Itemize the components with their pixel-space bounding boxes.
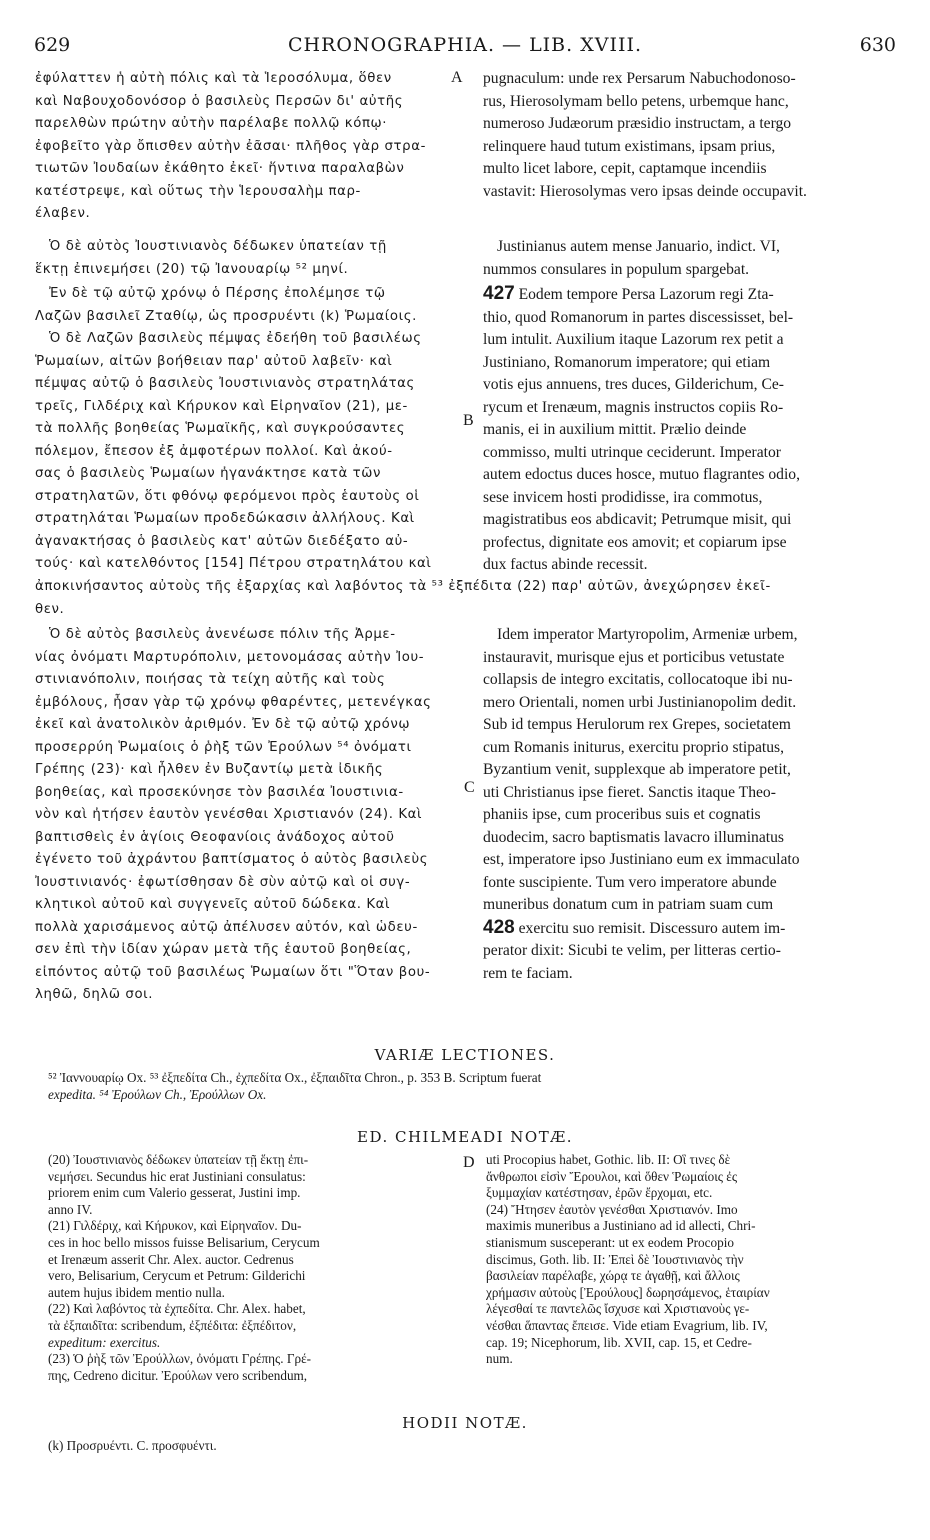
note-line: autem hujus ibidem mentio nulla. (48, 1284, 225, 1300)
text-line: Ἐν δὲ τῷ αὐτῷ χρόνῳ ὁ Πέρσης ἐπολέμησε τῷ (49, 286, 386, 301)
chilmead-notes-right (486, 1152, 906, 1368)
variant-line: ⁵² Ἰαννουαρίῳ Ox. ⁵³ ἐξπεδίτα Ch., ἐχπεδίτα Ox., ἐξπαιδῖτα Chron., p. 353 B. Scriptum fuerat (48, 1070, 542, 1085)
margin-marker-b: B (463, 412, 474, 429)
text-line: κλητικοὶ αὐτοῦ καὶ συγγενεῖς αὐτοῦ δώδεκα. Καὶ (35, 897, 391, 912)
text-line: Ἰουστινιανός· ἐφωτίσθησαν δὲ σὺν αὐτῷ καὶ οἱ συγ- (35, 874, 411, 890)
text-line: Idem imperator Martyropolim, Armeniæ urbem, (497, 626, 798, 643)
note-line: expeditum: exercitus. (48, 1334, 161, 1350)
text-line: έλαβεν. (35, 206, 91, 221)
text-line: κατέστρεψε, καὶ οὕτως τὴν Ἱερουσαλὴμ παρ- (35, 183, 361, 199)
text-line: σας ὁ βασιλεὺς Ῥωμαίων ἠγανάκτησε κατὰ τῶν (35, 466, 382, 481)
text-line: multo licet labore, cepit, captamque incendiis (483, 160, 767, 177)
text-line: πόλεμον, ἔπεσον ἐξ ἀμφοτέρων πολλοί. Καὶ ἀκού- (35, 443, 393, 459)
text-line (483, 917, 898, 941)
text-line: dux factus abinde recessit. (483, 556, 648, 573)
note-line: priorem enim cum Valerio gesserat, Justini imp. (48, 1185, 301, 1201)
greek-block-3 (35, 283, 467, 576)
page-number-left: 629 (34, 34, 71, 56)
text-line: mero Orientali, nomen urbi Justinianopolim dedit. (483, 693, 797, 711)
text-line: στρατηλάται Ῥωμαίων προδεδώκασιν ἀλλήλους. Καὶ (35, 511, 415, 526)
text-line: ἐκεῖ καὶ ἀνατολικὸν ἀριθμόν. Ἐν δὲ τῷ αὐτῷ χρόνῳ (35, 717, 411, 732)
note-line: πης, Cedreno dicitur. Ἐρούλων vero scribendum, (48, 1367, 308, 1383)
running-title: CHRONOGRAPHIA. — LIB. XVIII. (287, 34, 643, 56)
text-line: rycum et Irenæum, magnis instructos copiis Ro- (483, 398, 784, 416)
latin-block-3 (483, 283, 898, 577)
note-line: (k) Προσρυέντι. C. προσφυέντι. (48, 1438, 217, 1453)
text-line: numeroso Judæorum præsidio instructam, a tergo (483, 115, 792, 132)
text-line: phaniis ipse, cum proceribus suis et cognatis (483, 806, 761, 823)
note-line: (24) Ἤτησεν ἑαυτὸν γενέσθαι Χριστιανόν. Imo (486, 1201, 738, 1217)
note-line: ἄνθρωποι εἰσὶν Ἔρουλοι, καὶ ὅθεν Ῥωμαίοις ἐς (486, 1168, 738, 1184)
note-line: et Irenæum asserit Chr. Alex. auctor. Cedrenus (48, 1251, 294, 1267)
text-line: rem te faciam. (483, 964, 573, 982)
text-line: πέμψας αὐτῷ ὁ βασιλεὺς Ἰουστινιανὸς στρατηλάτας (35, 376, 415, 391)
text-line: collapsis de integro excitatis, collocatoque ibi nu- (483, 671, 793, 688)
text-line: est, imperatore ipso Justiniano eum ex immaculato (483, 851, 800, 868)
text-line: ἀγανακτήσας ὁ βασιλεὺς κατ' αὐτῶν διεδέξατο αὐ- (35, 533, 409, 549)
text-line: ἐμβόλους, ἦσαν γὰρ τῷ χρόνῳ φθαρέντες, μετενέγκας (35, 694, 432, 710)
text-line: καὶ Ναβουχοδονόσορ ὁ βασιλεὺς Περσῶν δι' αὐτῆς (35, 93, 404, 109)
page-number-right: 630 (859, 34, 896, 56)
text-line: cum Romanis initurus, exercitu proprio stipatus, (483, 738, 785, 756)
text-line: νὸν καὶ ἠτήσεν ἑαυτὸν γενέσθαι Χριστιανόν (24). Καὶ (35, 807, 423, 822)
text-line: θεν. (35, 601, 65, 617)
section-number-427: 427 (483, 283, 515, 304)
text-line: manis, ei in auxilium mittit. Prælio deinde (483, 421, 747, 438)
note-line: (20) Ἰουστινιανὸς δέδωκεν ὑπατείαν τῇ ἕκτῃ ἐπι- (48, 1152, 309, 1167)
text-line: fonte suscipiente. Tum vero imperatore abunde (483, 873, 777, 891)
text-line: νίας ὀνόματι Μαρτυρόπολιν, μετονομάσας αὐτὴν Ἰου- (35, 649, 425, 665)
text-line: Byzantium venit, supplexque ab imperatore petit, (483, 761, 791, 778)
text-line: Ὁ δὲ αὐτὸς βασιλεὺς ἀνενέωσε πόλιν τῆς Ἀρμε- (49, 627, 396, 642)
text-line: lum intulit. Auxilium itaque Lazorum rex petit a (483, 331, 784, 348)
note-line: (22) Καὶ λαβόντος τὰ ἐχπεδίτα. Chr. Alex. habet, (48, 1301, 306, 1317)
note-line: λέγεσθαί τε παντελῶς ἴσχυσε καὶ Χριστιανοὺς γε- (486, 1301, 750, 1317)
variae-lectiones-heading: VARIÆ LECTIONES. (374, 1046, 556, 1064)
hodii-notes-heading: HODII NOTÆ. (402, 1414, 528, 1432)
margin-marker-a: A (451, 69, 463, 86)
text-line: Γρέπης (23)· καὶ ἦλθεν ἐν Βυζαντίῳ μετὰ ἰδικῆς (35, 762, 384, 777)
note-line: ces in hoc bello missos fuisse Belisarium, Cerycum (48, 1234, 320, 1250)
text-line: Ὁ δὲ αὐτὸς Ἰουστινιανὸς δέδωκεν ὑπατείαν τῇ (49, 239, 387, 254)
text-line: πολλὰ χαρισάμενος αὐτῷ ἀπέλυσεν αὐτόν, καὶ ὡδευ- (35, 919, 418, 935)
greek-spanning-line (35, 576, 899, 621)
note-line: χρήμασιν αὐτοὺς [Ἐρούλους] δωρησάμενος, ἑταιρίαν (486, 1284, 770, 1300)
text-line: magistratibus eos abdicavit; Petrumque misit, qui (483, 511, 792, 528)
text-line: στινιανόπολιν, ποιήσας τὰ τείχη αὐτῆς καὶ τοὺς (35, 672, 386, 687)
text-line: Ὁ δὲ Λαζῶν βασιλεὺς πέμψας ἐδεήθη τοῦ βασιλέως (49, 331, 422, 346)
text-line: τρεῖς, Γιλδέριχ καὶ Κήρυκον καὶ Εἰρηναῖον (21), με- (35, 398, 408, 414)
chilmead-notes-left (48, 1152, 458, 1384)
greek-block-2 (35, 236, 467, 281)
text-line: Justinianus autem mense Januario, indict. VI, (497, 238, 780, 255)
text-line: nummos consulares in populum spargebat. (483, 260, 750, 278)
latin-block-1 (483, 68, 898, 203)
text-line: σεν ἐπὶ τὴν ἰδίαν χώραν μετὰ τῆς ἑαυτοῦ βοηθείας, (35, 942, 412, 957)
note-line: uti Procopius habet, Gothic. lib. II: Οἳ τινες δὲ (486, 1152, 731, 1167)
note-line: νέσθαι ἅπαντας ἔπεισε. Vide etiam Evagrium, lib. IV, (486, 1317, 768, 1333)
text-line: sese invicem hosti prodidisse, ira commotus, (483, 488, 763, 506)
text-line: votis ejus annuens, tres duces, Gilderichum, Ce- (483, 376, 784, 393)
margin-marker-d: D (463, 1154, 475, 1171)
text-line: Λαζῶν βασιλεῖ Ζταθίῳ, ὡς προσρυέντι (k) Ῥωμαίοις. (35, 308, 417, 324)
text-line: autem edoctus duces hosce, mutuo flagrantes odio, (483, 466, 800, 483)
text-line (483, 283, 898, 307)
text-line: προσερρύη Ῥωμαίοις ὁ ῥὴξ τῶν Ἐρούλων ⁵⁴ ὀνόματι (35, 739, 412, 755)
note-line: cap. 19; Nicephorum, lib. XVII, cap. 15, et Cedre- (486, 1334, 752, 1350)
section-number-428: 428 (483, 916, 515, 938)
text-line: τούς· καὶ κατελθόντος [154] Πέτρου στρατηλάτου καὶ (35, 556, 432, 571)
margin-marker-c: C (464, 779, 475, 796)
text-line: duodecim, sacro baptismatis lavacro illuminatus (483, 828, 784, 846)
text-line: vastavit: Hierosolymas vero ipsas deinde occupavit. (483, 182, 807, 200)
variant-line: expedita. ⁵⁴ Ἐρούλων Ch., Ἐρούλλων Ox. (48, 1086, 267, 1102)
text-line: perator dixit: Sicubi te velim, per litteras certio- (483, 942, 781, 959)
text-line: Justiniano, Romanorum imperatore; qui etiam (483, 353, 771, 371)
note-line: stianismum susceperant: ut ex eodem Procopio (486, 1234, 734, 1250)
text-line: εἰπόντος αὐτῷ τοῦ βασιλέως Ῥωμαίων ὅτι "Ὅταν βου- (35, 964, 431, 980)
text-line: βαπτισθεὶς ἐν ἁγίοις Θεοφανίοις ἀνάδοχος αὐτοῦ (35, 829, 395, 845)
note-line: βασιλείαν παρέλαβε, χώρᾳ τε ἀγαθῇ, καὶ ἄλλοις (486, 1268, 740, 1284)
text-line: Ῥωμαίων, αἰτῶν βοήθειαν παρ' αὐτοῦ λαβεῖν· καὶ (35, 353, 393, 369)
variae-lectiones (48, 1070, 908, 1103)
note-line: anno IV. (48, 1201, 93, 1217)
greek-block-4 (35, 624, 467, 1007)
note-line: num. (486, 1351, 513, 1367)
text-line-content: Eodem tempore Persa Lazorum regi Zta- (518, 286, 774, 303)
text-line: παρελθὼν πρώτην αὐτὴν παρέλαβε πολλῷ κόπῳ· (35, 116, 388, 131)
hodii-notes (48, 1438, 908, 1455)
text-line: ἐφύλαττεν ἡ αὐτὴ πόλις καὶ τὰ Ἱεροσόλυμα, ὅθεν (35, 71, 392, 86)
text-line: ἀποκινήσαντος αὐτοὺς τῆς ἐξαρχίας καὶ λαβόντος τὰ ⁵³ ἐξπέδιτα (22) παρ' αὐτῶν, ἀνεχώρησεν ἐκεῖ- (35, 579, 771, 594)
latin-block-2 (483, 236, 898, 281)
text-line: τὰ πολλῆς βοηθείας Ῥωμαϊκῆς, καὶ συγκρούσαντες (35, 421, 406, 436)
greek-block-1 (35, 68, 467, 226)
text-line: pugnaculum: unde rex Persarum Nabuchodonoso- (483, 70, 796, 87)
text-line: ἐφοβεῖτο γὰρ ὄπισθεν αὐτὴν ἐᾶσαι· πλῆθος γὰρ στρα- (35, 138, 426, 154)
chilmead-notes-heading: ED. CHILMEADI NOTÆ. (357, 1128, 573, 1146)
page-header (20, 34, 910, 64)
text-line: rus, Hierosolymam bello petens, urbemque hanc, (483, 92, 789, 110)
note-line: (23) Ὁ ῥὴξ τῶν Ἐρούλλων, ὀνόματι Γρέπης. Γρέ- (48, 1351, 312, 1367)
text-line: ἐγένετο τοῦ ἀχράντου βαπτίσματος ὁ αὐτὸς βασιλεὺς (35, 852, 429, 867)
note-line: vero, Belisarium, Cerycum et Petrum: Gilderichi (48, 1268, 306, 1284)
text-line: profectus, dignitate eos amovit; et copiarum ipse (483, 533, 787, 551)
text-line: στρατηλατῶν, ὅτι φθόνῳ φερόμενοι πρὸς ἑαυτοὺς οἱ (35, 488, 420, 504)
text-line: relinquere haud tutum existimans, ipsam prius, (483, 137, 776, 155)
text-line: ληθῶ, δηλῶ σοι. (35, 987, 154, 1002)
note-line: νεμήσει. Secundus hic erat Justiniani consulatus: (48, 1168, 306, 1184)
text-line: βοηθείας, καὶ προσεκύνησε τὸν βασιλέα Ἰουστινια- (35, 784, 404, 800)
note-line: (21) Γιλδέριχ, καὶ Κήρυκον, καὶ Εἰρηναῖον. Du- (48, 1218, 302, 1234)
text-line: Sub id tempus Herulorum rex Grepes, societatem (483, 716, 791, 733)
note-line: ξυμμαχίαν κατέστησαν, ἐρῶν ἔρχομαι, etc. (486, 1185, 713, 1201)
text-line: commisso, multi utrinque ceciderunt. Imperator (483, 443, 781, 461)
text-line: muneribus donatum cum in patriam suam cum (483, 896, 774, 913)
latin-block-4 (483, 624, 898, 985)
text-line: instauravit, murisque ejus et porticibus vetustate (483, 648, 785, 666)
text-line: uti Christianus ipse fieret. Sanctis itaque Theo- (483, 783, 776, 801)
text-line: thio, quod Romanorum in partes discessisset, bel- (483, 308, 794, 326)
text-line-content: exercitu suo remisit. Discessuro autem im- (518, 919, 786, 937)
text-line: τιωτῶν Ἰουδαίων ἐκάθητο ἐκεῖ· ἥντινα παραλαβὼν (35, 161, 405, 176)
note-line: τὰ ἐξπαιδῖτα: scribendum, ἐξπέδιτα: ἐξπέδιτον, (48, 1317, 297, 1333)
note-line: maximis muneribus a Justiniano ad id allecti, Chri- (486, 1218, 756, 1234)
text-line: ἕκτῃ ἐπινεμήσει (20) τῷ Ἰανουαρίῳ ⁵² μηνί. (35, 261, 349, 277)
note-line: discimus, Goth. lib. II: Ἐπεὶ δὲ Ἰουστινιανὸς τὴν (486, 1251, 744, 1267)
